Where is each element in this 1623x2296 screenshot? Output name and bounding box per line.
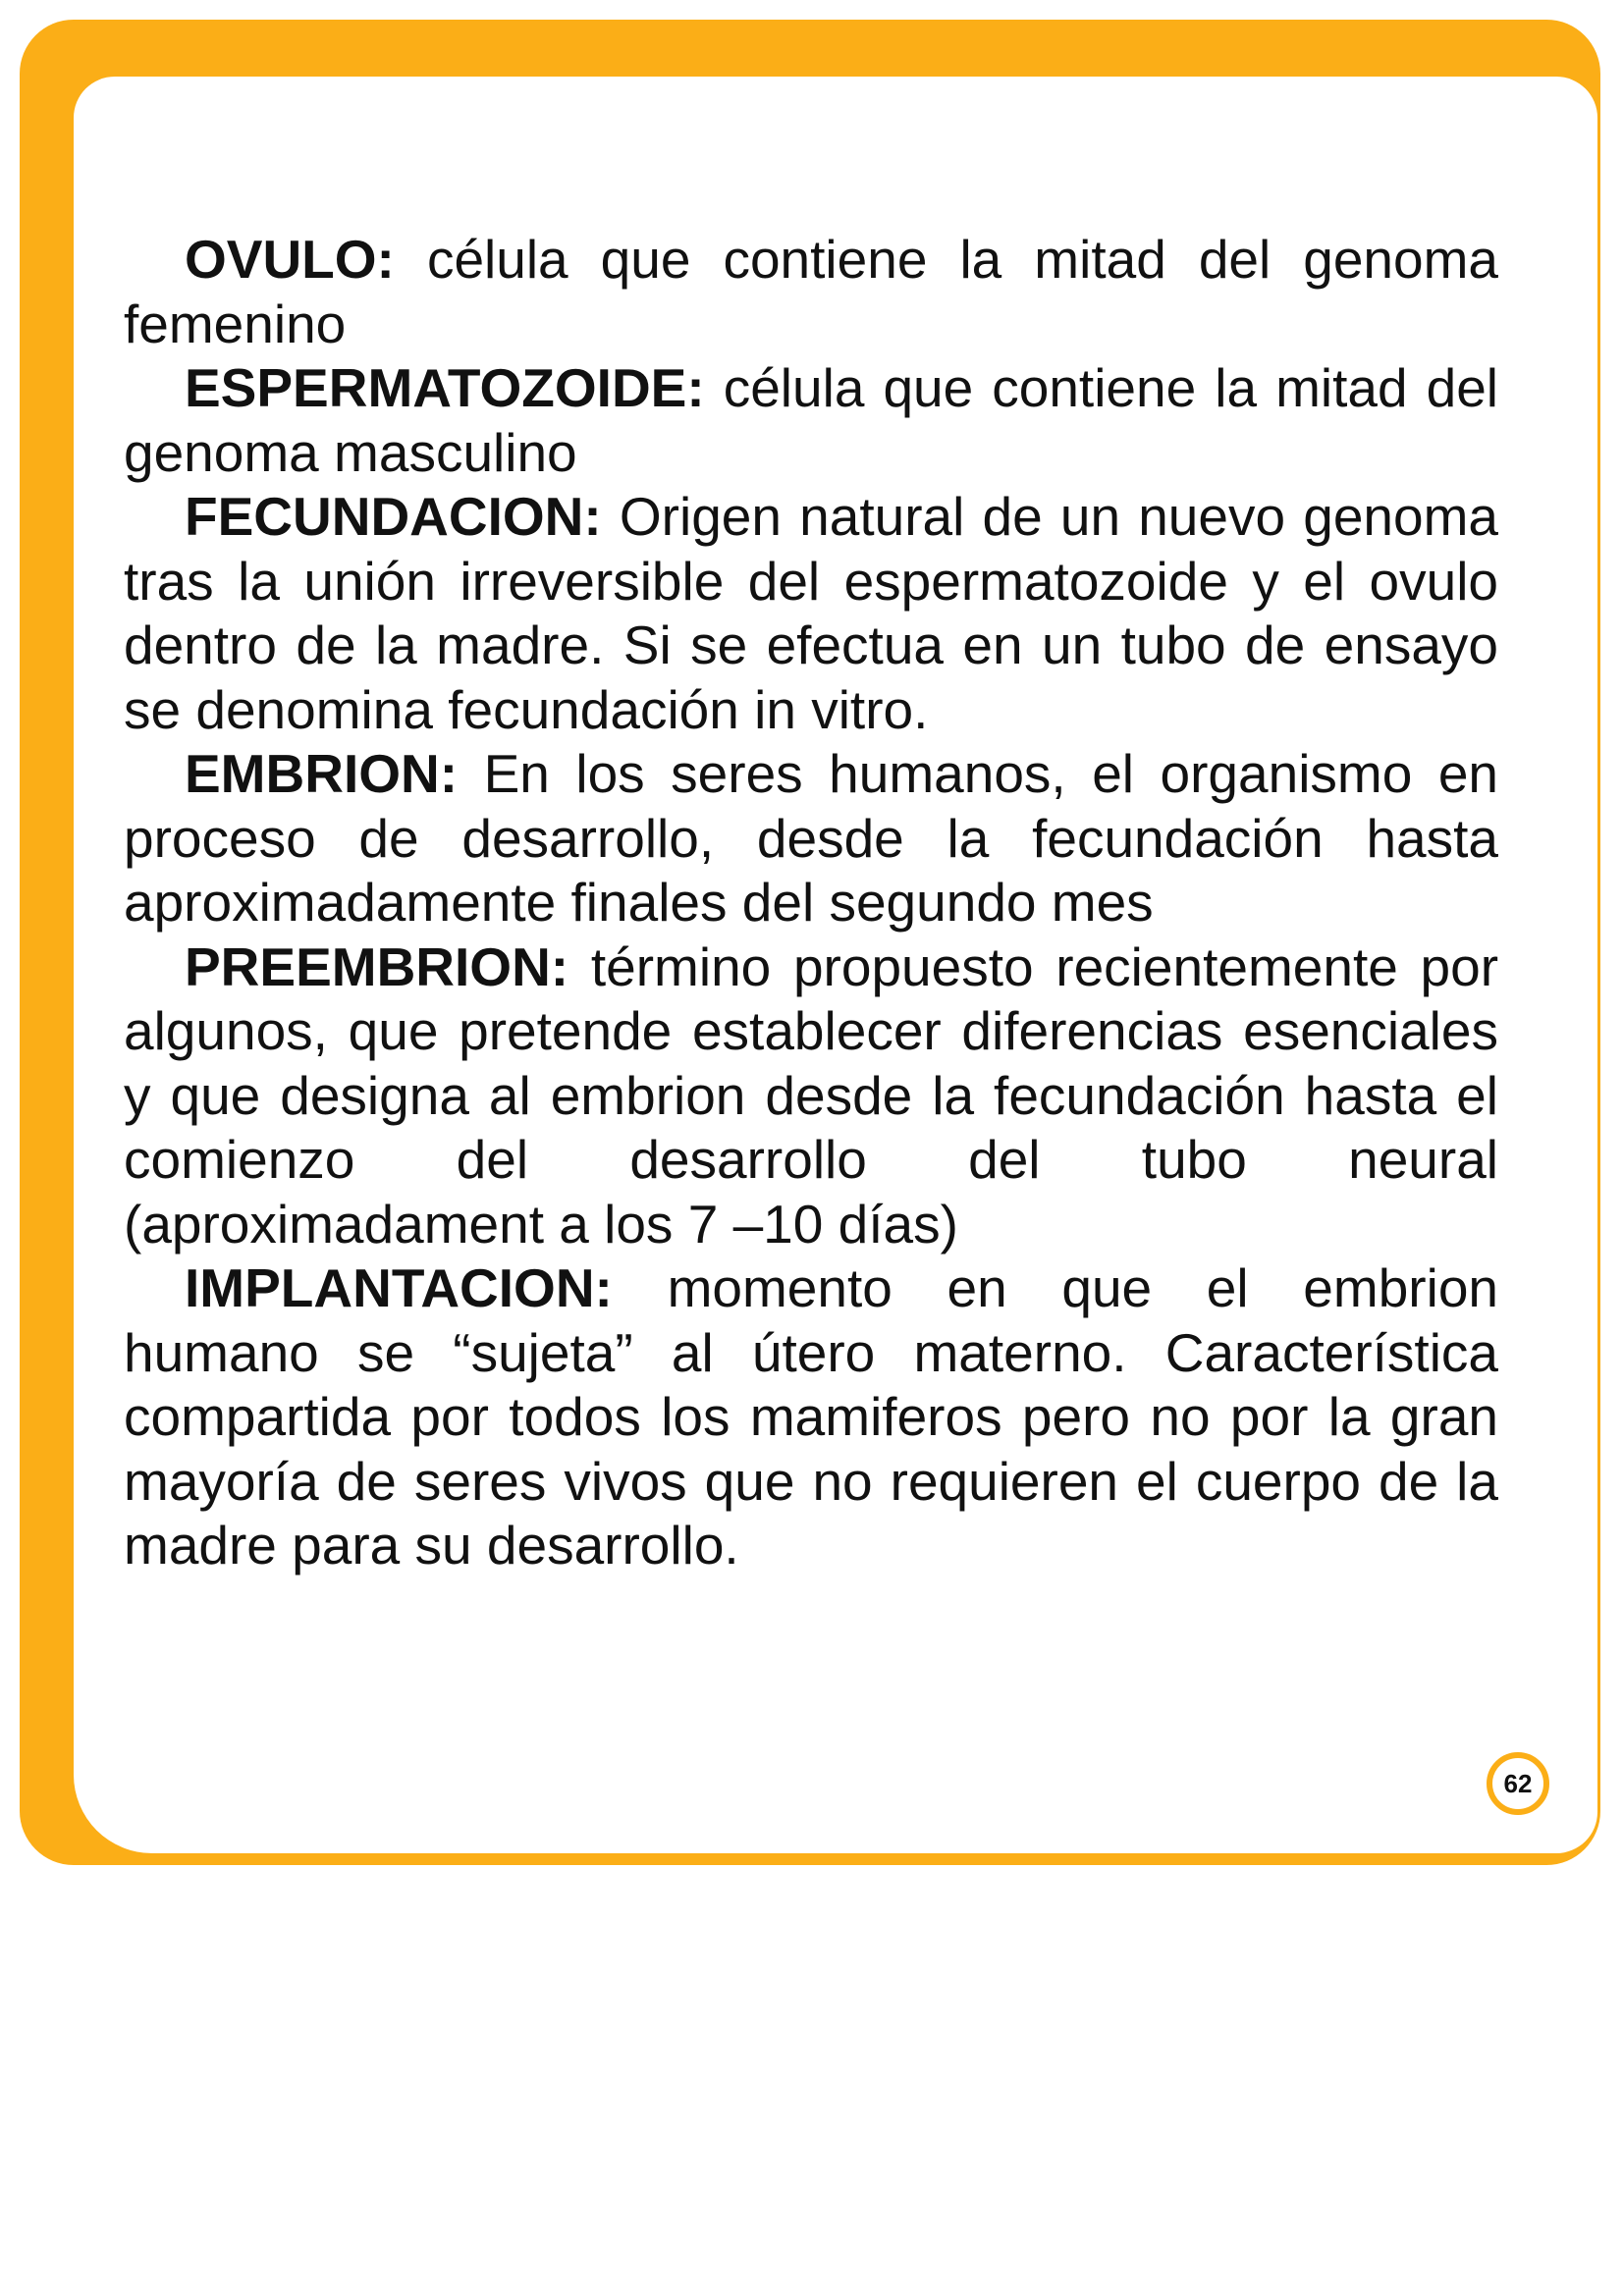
glossary [124,228,1498,1578]
glossary-entry-espermatozoide [124,356,1498,485]
glossary-term: ESPERMATOZOIDE: [185,357,705,418]
glossary-definition: Origen natural de un nuevo genoma tras la unión irreversible del espermatozoide y el ovulo dentro de la madre. Si se efectua en un tubo de ensayo se denomina fecundación in vitro. [124,486,1499,740]
glossary-term: IMPLANTACION: [185,1257,613,1318]
glossary-entry-implantacion [124,1256,1498,1578]
page-number-badge: 62 [1487,1752,1549,1815]
glossary-definition: célula que contiene la mitad del genoma femenino [124,229,1498,354]
glossary-term: PREEMBRION: [185,935,569,997]
glossary-entry-preembrion [124,935,1498,1257]
glossary-definition: término propuesto recientemente por algunos, que pretende establecer diferencias esenciales y que designa al embrion desde la fecundación hasta el comienzo del desarrollo del tubo neural (aproximadament a los 7 –10 días) [124,935,1499,1255]
glossary-definition: célula que contiene la mitad del genoma masculino [124,357,1499,483]
glossary-definition: En los seres humanos, el organismo en proceso de desarrollo, desde la fecundación hasta aproximadamente finales del segundo mes [124,743,1499,933]
glossary-entry-fecundacion [124,485,1498,742]
glossary-term: EMBRION: [185,743,459,804]
glossary-entry-ovulo [124,228,1498,356]
glossary-term: OVULO: [185,229,395,290]
glossary-entry-embrion [124,742,1498,935]
glossary-definition: momento en que el embrion humano se “sujeta” al útero materno. Característica compartida por todos los mamiferos pero no por la gran mayoría de seres vivos que no requieren el cuerpo de la madre para su desarrollo. [124,1257,1499,1575]
glossary-term: FECUNDACION: [185,486,602,547]
